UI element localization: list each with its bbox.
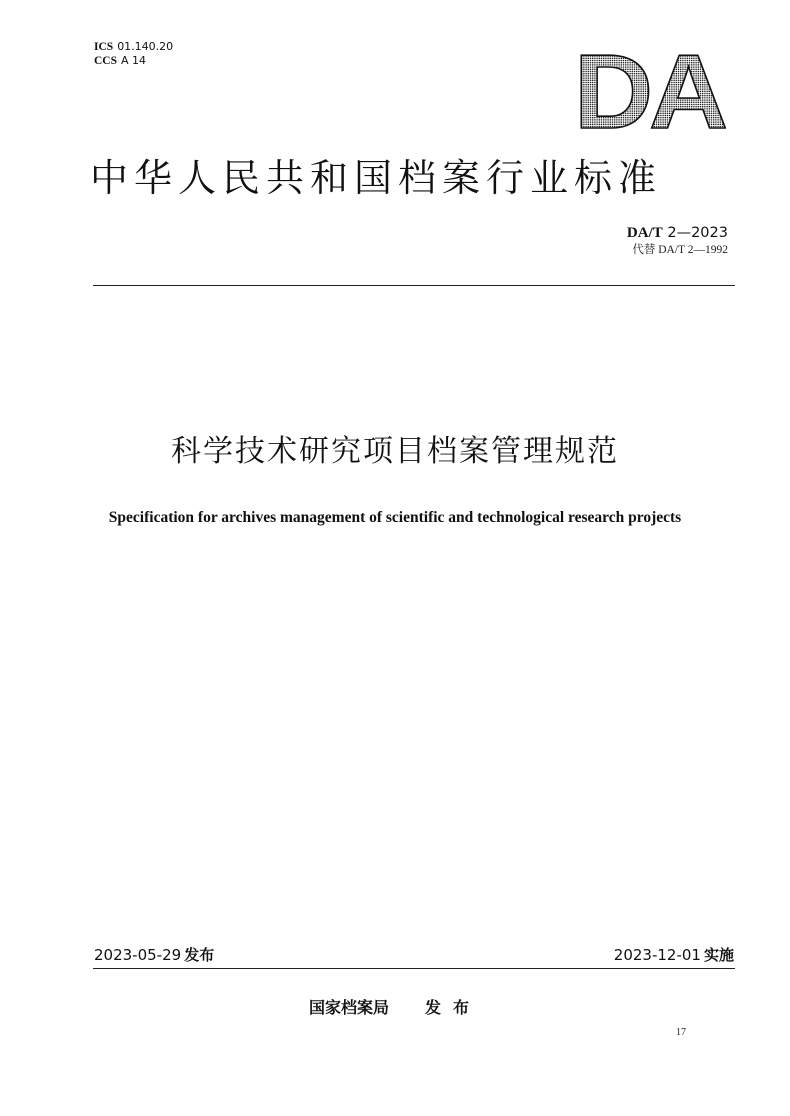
issuer-name: 国家档案局 (308, 998, 389, 1017)
page-number: 17 (676, 1027, 686, 1038)
effective-label: 实施 (703, 946, 734, 964)
ccs-line (94, 54, 173, 68)
standard-code-block (627, 224, 728, 258)
replaces-code: 代替 DA/T 2—1992 (632, 244, 728, 256)
classification-codes (94, 40, 173, 68)
da-logo (574, 44, 726, 134)
ics-line (94, 40, 173, 54)
standard-code (627, 224, 728, 242)
document-title-en: Specification for archives management of scientific and technological research projects (108, 509, 682, 526)
issuer-line (0, 996, 790, 1020)
ics-value: 01.140.20 (117, 40, 174, 53)
standard-code-prefix: DA/T (626, 225, 663, 241)
standard-code-number: 2—2023 (662, 225, 728, 241)
issuer-action: 发布 (425, 998, 482, 1017)
da-logo-text: DA (574, 44, 726, 134)
ccs-value: A 14 (121, 54, 147, 67)
standard-series-title: 中华人民共和国档案行业标准 (90, 156, 663, 200)
document-title-zh: 科学技术研究项目档案管理规范 (171, 434, 619, 469)
issue-label: 发布 (184, 946, 215, 964)
effective-date: 2023-12-01 (613, 946, 701, 964)
issue-date-block (94, 944, 214, 966)
effective-date-block (614, 944, 734, 966)
issue-date: 2023-05-29 (94, 946, 182, 964)
ics-label: ICS (94, 41, 114, 53)
top-divider (93, 285, 735, 286)
bottom-divider (93, 968, 735, 969)
ccs-label: CCS (94, 55, 118, 67)
date-row (93, 944, 735, 968)
